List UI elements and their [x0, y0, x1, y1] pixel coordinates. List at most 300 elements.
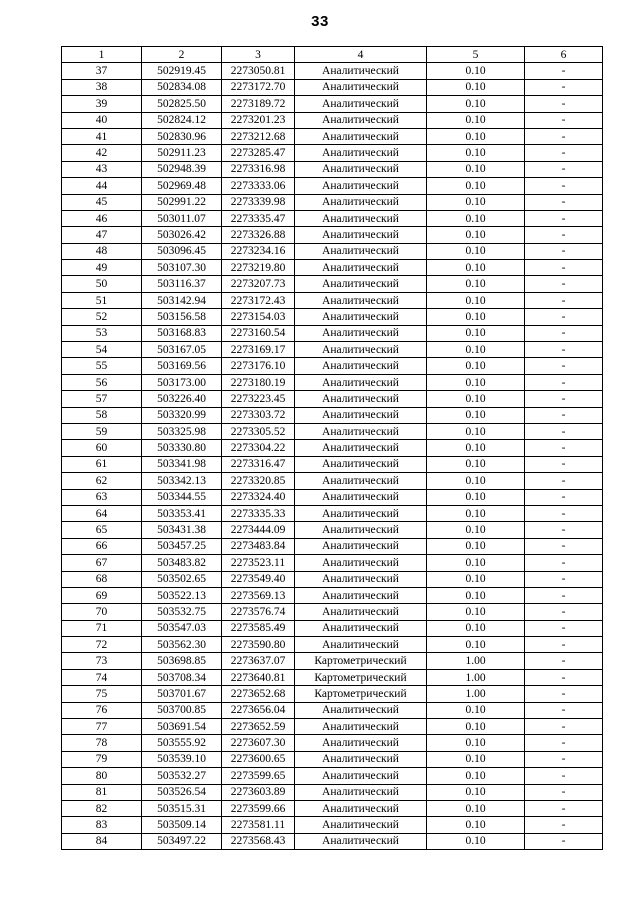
- description-cell: -: [525, 604, 603, 620]
- point-number-cell: 52: [62, 309, 142, 325]
- x-coordinate-cell: 503341.98: [142, 456, 222, 472]
- x-coordinate-cell: 503096.45: [142, 243, 222, 259]
- point-number-cell: 49: [62, 260, 142, 276]
- description-cell: -: [525, 489, 603, 505]
- x-coordinate-cell: 503532.27: [142, 768, 222, 784]
- table-row: [62, 260, 603, 276]
- table-row: [62, 817, 603, 833]
- y-coordinate-cell: 2273656.04: [222, 702, 295, 718]
- point-number-cell: 69: [62, 587, 142, 603]
- table-row: [62, 522, 603, 538]
- point-number-cell: 40: [62, 112, 142, 128]
- method-cell: Аналитический: [295, 604, 427, 620]
- x-coordinate-cell: 503701.67: [142, 686, 222, 702]
- point-number-cell: 59: [62, 423, 142, 439]
- point-number-cell: 47: [62, 227, 142, 243]
- y-coordinate-cell: 2273316.98: [222, 161, 295, 177]
- method-cell: Аналитический: [295, 440, 427, 456]
- table-row: [62, 784, 603, 800]
- accuracy-cell: 1.00: [427, 686, 525, 702]
- method-cell: Аналитический: [295, 784, 427, 800]
- method-cell: Аналитический: [295, 178, 427, 194]
- y-coordinate-cell: 2273640.81: [222, 669, 295, 685]
- point-number-cell: 78: [62, 735, 142, 751]
- point-number-cell: 62: [62, 473, 142, 489]
- y-coordinate-cell: 2273326.88: [222, 227, 295, 243]
- x-coordinate-cell: 502824.12: [142, 112, 222, 128]
- description-cell: -: [525, 751, 603, 767]
- x-coordinate-cell: 502969.48: [142, 178, 222, 194]
- table-row: [62, 194, 603, 210]
- table-row: [62, 587, 603, 603]
- x-coordinate-cell: 503173.00: [142, 374, 222, 390]
- y-coordinate-cell: 2273483.84: [222, 538, 295, 554]
- accuracy-cell: 0.10: [427, 63, 525, 79]
- table-row: [62, 145, 603, 161]
- accuracy-cell: 0.10: [427, 571, 525, 587]
- page-number: 33: [311, 13, 329, 30]
- x-coordinate-cell: 503532.75: [142, 604, 222, 620]
- accuracy-cell: 0.10: [427, 112, 525, 128]
- y-coordinate-cell: 2273172.70: [222, 79, 295, 95]
- method-cell: Аналитический: [295, 817, 427, 833]
- method-cell: Аналитический: [295, 145, 427, 161]
- description-cell: -: [525, 653, 603, 669]
- method-cell: Аналитический: [295, 391, 427, 407]
- point-number-cell: 58: [62, 407, 142, 423]
- point-number-cell: 77: [62, 719, 142, 735]
- y-coordinate-cell: 2273305.52: [222, 423, 295, 439]
- x-coordinate-cell: 503526.54: [142, 784, 222, 800]
- point-number-cell: 53: [62, 325, 142, 341]
- point-number-cell: 79: [62, 751, 142, 767]
- x-coordinate-cell: 503547.03: [142, 620, 222, 636]
- table-row: [62, 210, 603, 226]
- column-header: 6: [525, 47, 603, 63]
- table-row: [62, 686, 603, 702]
- column-header: 1: [62, 47, 142, 63]
- x-coordinate-cell: 502948.39: [142, 161, 222, 177]
- accuracy-cell: 0.10: [427, 456, 525, 472]
- accuracy-cell: 0.10: [427, 637, 525, 653]
- description-cell: -: [525, 637, 603, 653]
- point-number-cell: 64: [62, 505, 142, 521]
- y-coordinate-cell: 2273304.22: [222, 440, 295, 456]
- accuracy-cell: 0.10: [427, 784, 525, 800]
- y-coordinate-cell: 2273568.43: [222, 833, 295, 849]
- description-cell: -: [525, 178, 603, 194]
- method-cell: Аналитический: [295, 489, 427, 505]
- point-number-cell: 48: [62, 243, 142, 259]
- x-coordinate-cell: 503226.40: [142, 391, 222, 407]
- method-cell: Аналитический: [295, 210, 427, 226]
- y-coordinate-cell: 2273581.11: [222, 817, 295, 833]
- table-body: [62, 63, 603, 850]
- accuracy-cell: 0.10: [427, 555, 525, 571]
- method-cell: Аналитический: [295, 243, 427, 259]
- table-row: [62, 391, 603, 407]
- x-coordinate-cell: 503431.38: [142, 522, 222, 538]
- accuracy-cell: 0.10: [427, 735, 525, 751]
- method-cell: Аналитический: [295, 719, 427, 735]
- point-number-cell: 56: [62, 374, 142, 390]
- description-cell: -: [525, 800, 603, 816]
- table-row: [62, 800, 603, 816]
- table-row: [62, 440, 603, 456]
- accuracy-cell: 0.10: [427, 374, 525, 390]
- accuracy-cell: 0.10: [427, 489, 525, 505]
- table-row: [62, 555, 603, 571]
- table-row: [62, 325, 603, 341]
- point-number-cell: 57: [62, 391, 142, 407]
- y-coordinate-cell: 2273172.43: [222, 292, 295, 308]
- accuracy-cell: 0.10: [427, 96, 525, 112]
- method-cell: Аналитический: [295, 505, 427, 521]
- y-coordinate-cell: 2273523.11: [222, 555, 295, 571]
- description-cell: -: [525, 768, 603, 784]
- point-number-cell: 83: [62, 817, 142, 833]
- accuracy-cell: 0.10: [427, 800, 525, 816]
- method-cell: Аналитический: [295, 833, 427, 849]
- accuracy-cell: 0.10: [427, 145, 525, 161]
- x-coordinate-cell: 503169.56: [142, 358, 222, 374]
- description-cell: -: [525, 325, 603, 341]
- y-coordinate-cell: 2273154.03: [222, 309, 295, 325]
- method-cell: Аналитический: [295, 227, 427, 243]
- table-row: [62, 702, 603, 718]
- method-cell: Аналитический: [295, 292, 427, 308]
- point-number-cell: 73: [62, 653, 142, 669]
- x-coordinate-cell: 503522.13: [142, 587, 222, 603]
- accuracy-cell: 0.10: [427, 260, 525, 276]
- point-number-cell: 50: [62, 276, 142, 292]
- x-coordinate-cell: 503168.83: [142, 325, 222, 341]
- x-coordinate-cell: 503342.13: [142, 473, 222, 489]
- accuracy-cell: 0.10: [427, 342, 525, 358]
- method-cell: Аналитический: [295, 325, 427, 341]
- accuracy-cell: 0.10: [427, 292, 525, 308]
- method-cell: Аналитический: [295, 194, 427, 210]
- point-number-cell: 82: [62, 800, 142, 816]
- x-coordinate-cell: 503011.07: [142, 210, 222, 226]
- y-coordinate-cell: 2273316.47: [222, 456, 295, 472]
- accuracy-cell: 0.10: [427, 227, 525, 243]
- y-coordinate-cell: 2273599.66: [222, 800, 295, 816]
- x-coordinate-cell: 503142.94: [142, 292, 222, 308]
- accuracy-cell: 0.10: [427, 391, 525, 407]
- y-coordinate-cell: 2273637.07: [222, 653, 295, 669]
- accuracy-cell: 0.10: [427, 325, 525, 341]
- accuracy-cell: 0.10: [427, 358, 525, 374]
- table-row: [62, 571, 603, 587]
- method-cell: Аналитический: [295, 374, 427, 390]
- point-number-cell: 38: [62, 79, 142, 95]
- method-cell: Картометрический: [295, 669, 427, 685]
- description-cell: -: [525, 571, 603, 587]
- description-cell: -: [525, 243, 603, 259]
- description-cell: -: [525, 161, 603, 177]
- x-coordinate-cell: 503026.42: [142, 227, 222, 243]
- accuracy-cell: 0.10: [427, 719, 525, 735]
- table-row: [62, 538, 603, 554]
- table-row: [62, 768, 603, 784]
- table-row: [62, 161, 603, 177]
- x-coordinate-cell: 503708.34: [142, 669, 222, 685]
- y-coordinate-cell: 2273285.47: [222, 145, 295, 161]
- description-cell: -: [525, 79, 603, 95]
- table-header-row: [62, 47, 603, 63]
- accuracy-cell: 0.10: [427, 751, 525, 767]
- accuracy-cell: 0.10: [427, 178, 525, 194]
- x-coordinate-cell: 502830.96: [142, 128, 222, 144]
- accuracy-cell: 0.10: [427, 423, 525, 439]
- y-coordinate-cell: 2273050.81: [222, 63, 295, 79]
- table-row: [62, 374, 603, 390]
- y-coordinate-cell: 2273585.49: [222, 620, 295, 636]
- x-coordinate-cell: 503509.14: [142, 817, 222, 833]
- description-cell: -: [525, 358, 603, 374]
- y-coordinate-cell: 2273160.54: [222, 325, 295, 341]
- y-coordinate-cell: 2273176.10: [222, 358, 295, 374]
- coordinates-table: [61, 46, 603, 850]
- y-coordinate-cell: 2273599.65: [222, 768, 295, 784]
- description-cell: -: [525, 276, 603, 292]
- method-cell: Аналитический: [295, 342, 427, 358]
- accuracy-cell: 1.00: [427, 653, 525, 669]
- method-cell: Аналитический: [295, 112, 427, 128]
- accuracy-cell: 0.10: [427, 210, 525, 226]
- method-cell: Аналитический: [295, 571, 427, 587]
- description-cell: -: [525, 260, 603, 276]
- table-row: [62, 735, 603, 751]
- table-row: [62, 96, 603, 112]
- x-coordinate-cell: 503353.41: [142, 505, 222, 521]
- x-coordinate-cell: 503555.92: [142, 735, 222, 751]
- x-coordinate-cell: 503515.31: [142, 800, 222, 816]
- description-cell: -: [525, 555, 603, 571]
- y-coordinate-cell: 2273335.33: [222, 505, 295, 521]
- description-cell: -: [525, 391, 603, 407]
- accuracy-cell: 0.10: [427, 768, 525, 784]
- table-row: [62, 604, 603, 620]
- accuracy-cell: 0.10: [427, 522, 525, 538]
- column-header: 5: [427, 47, 525, 63]
- accuracy-cell: 0.10: [427, 276, 525, 292]
- method-cell: Аналитический: [295, 128, 427, 144]
- y-coordinate-cell: 2273201.23: [222, 112, 295, 128]
- x-coordinate-cell: 503325.98: [142, 423, 222, 439]
- x-coordinate-cell: 502991.22: [142, 194, 222, 210]
- column-header: 4: [295, 47, 427, 63]
- accuracy-cell: 0.10: [427, 587, 525, 603]
- x-coordinate-cell: 503167.05: [142, 342, 222, 358]
- table-row: [62, 309, 603, 325]
- table-row: [62, 669, 603, 685]
- y-coordinate-cell: 2273335.47: [222, 210, 295, 226]
- point-number-cell: 74: [62, 669, 142, 685]
- x-coordinate-cell: 503107.30: [142, 260, 222, 276]
- method-cell: Аналитический: [295, 800, 427, 816]
- y-coordinate-cell: 2273324.40: [222, 489, 295, 505]
- method-cell: Аналитический: [295, 63, 427, 79]
- x-coordinate-cell: 502911.23: [142, 145, 222, 161]
- point-number-cell: 39: [62, 96, 142, 112]
- x-coordinate-cell: 503457.25: [142, 538, 222, 554]
- point-number-cell: 55: [62, 358, 142, 374]
- point-number-cell: 44: [62, 178, 142, 194]
- method-cell: Аналитический: [295, 735, 427, 751]
- point-number-cell: 71: [62, 620, 142, 636]
- accuracy-cell: 1.00: [427, 669, 525, 685]
- description-cell: -: [525, 456, 603, 472]
- description-cell: -: [525, 702, 603, 718]
- description-cell: -: [525, 669, 603, 685]
- table-row: [62, 653, 603, 669]
- description-cell: -: [525, 128, 603, 144]
- description-cell: -: [525, 522, 603, 538]
- description-cell: -: [525, 719, 603, 735]
- table-row: [62, 489, 603, 505]
- x-coordinate-cell: 503700.85: [142, 702, 222, 718]
- description-cell: -: [525, 63, 603, 79]
- method-cell: Аналитический: [295, 587, 427, 603]
- y-coordinate-cell: 2273603.89: [222, 784, 295, 800]
- x-coordinate-cell: 503562.30: [142, 637, 222, 653]
- point-number-cell: 75: [62, 686, 142, 702]
- y-coordinate-cell: 2273576.74: [222, 604, 295, 620]
- table-row: [62, 456, 603, 472]
- description-cell: -: [525, 96, 603, 112]
- description-cell: -: [525, 423, 603, 439]
- method-cell: Аналитический: [295, 702, 427, 718]
- point-number-cell: 51: [62, 292, 142, 308]
- x-coordinate-cell: 503497.22: [142, 833, 222, 849]
- point-number-cell: 54: [62, 342, 142, 358]
- y-coordinate-cell: 2273169.17: [222, 342, 295, 358]
- accuracy-cell: 0.10: [427, 620, 525, 636]
- method-cell: Аналитический: [295, 555, 427, 571]
- point-number-cell: 63: [62, 489, 142, 505]
- accuracy-cell: 0.10: [427, 161, 525, 177]
- accuracy-cell: 0.10: [427, 79, 525, 95]
- table-row: [62, 112, 603, 128]
- accuracy-cell: 0.10: [427, 440, 525, 456]
- table-row: [62, 719, 603, 735]
- y-coordinate-cell: 2273652.59: [222, 719, 295, 735]
- y-coordinate-cell: 2273180.19: [222, 374, 295, 390]
- method-cell: Аналитический: [295, 407, 427, 423]
- method-cell: Аналитический: [295, 423, 427, 439]
- point-number-cell: 65: [62, 522, 142, 538]
- x-coordinate-cell: 503502.65: [142, 571, 222, 587]
- table-row: [62, 63, 603, 79]
- column-header: 3: [222, 47, 295, 63]
- method-cell: Аналитический: [295, 358, 427, 374]
- x-coordinate-cell: 503330.80: [142, 440, 222, 456]
- method-cell: Аналитический: [295, 620, 427, 636]
- x-coordinate-cell: 503483.82: [142, 555, 222, 571]
- description-cell: -: [525, 227, 603, 243]
- accuracy-cell: 0.10: [427, 817, 525, 833]
- x-coordinate-cell: 503344.55: [142, 489, 222, 505]
- table-row: [62, 637, 603, 653]
- point-number-cell: 76: [62, 702, 142, 718]
- y-coordinate-cell: 2273652.68: [222, 686, 295, 702]
- x-coordinate-cell: 503539.10: [142, 751, 222, 767]
- description-cell: -: [525, 784, 603, 800]
- accuracy-cell: 0.10: [427, 538, 525, 554]
- accuracy-cell: 0.10: [427, 833, 525, 849]
- x-coordinate-cell: 503156.58: [142, 309, 222, 325]
- y-coordinate-cell: 2273234.16: [222, 243, 295, 259]
- accuracy-cell: 0.10: [427, 473, 525, 489]
- y-coordinate-cell: 2273189.72: [222, 96, 295, 112]
- description-cell: -: [525, 309, 603, 325]
- accuracy-cell: 0.10: [427, 505, 525, 521]
- point-number-cell: 67: [62, 555, 142, 571]
- description-cell: -: [525, 194, 603, 210]
- point-number-cell: 43: [62, 161, 142, 177]
- description-cell: -: [525, 292, 603, 308]
- method-cell: Аналитический: [295, 276, 427, 292]
- accuracy-cell: 0.10: [427, 604, 525, 620]
- y-coordinate-cell: 2273333.06: [222, 178, 295, 194]
- point-number-cell: 46: [62, 210, 142, 226]
- y-coordinate-cell: 2273600.65: [222, 751, 295, 767]
- method-cell: Аналитический: [295, 161, 427, 177]
- description-cell: -: [525, 374, 603, 390]
- accuracy-cell: 0.10: [427, 243, 525, 259]
- y-coordinate-cell: 2273549.40: [222, 571, 295, 587]
- point-number-cell: 84: [62, 833, 142, 849]
- description-cell: -: [525, 817, 603, 833]
- method-cell: Аналитический: [295, 768, 427, 784]
- description-cell: -: [525, 686, 603, 702]
- method-cell: Аналитический: [295, 751, 427, 767]
- table-row: [62, 423, 603, 439]
- y-coordinate-cell: 2273219.80: [222, 260, 295, 276]
- point-number-cell: 37: [62, 63, 142, 79]
- y-coordinate-cell: 2273339.98: [222, 194, 295, 210]
- method-cell: Аналитический: [295, 522, 427, 538]
- description-cell: -: [525, 620, 603, 636]
- table-row: [62, 751, 603, 767]
- x-coordinate-cell: 503320.99: [142, 407, 222, 423]
- description-cell: -: [525, 505, 603, 521]
- description-cell: -: [525, 407, 603, 423]
- method-cell: Аналитический: [295, 96, 427, 112]
- table-row: [62, 276, 603, 292]
- point-number-cell: 42: [62, 145, 142, 161]
- method-cell: Аналитический: [295, 637, 427, 653]
- table-row: [62, 128, 603, 144]
- y-coordinate-cell: 2273207.73: [222, 276, 295, 292]
- description-cell: -: [525, 342, 603, 358]
- x-coordinate-cell: 502919.45: [142, 63, 222, 79]
- table-row: [62, 79, 603, 95]
- description-cell: -: [525, 473, 603, 489]
- y-coordinate-cell: 2273320.85: [222, 473, 295, 489]
- description-cell: -: [525, 833, 603, 849]
- table-row: [62, 227, 603, 243]
- table-row: [62, 178, 603, 194]
- method-cell: Картометрический: [295, 686, 427, 702]
- point-number-cell: 81: [62, 784, 142, 800]
- table-row: [62, 342, 603, 358]
- point-number-cell: 41: [62, 128, 142, 144]
- point-number-cell: 70: [62, 604, 142, 620]
- description-cell: -: [525, 538, 603, 554]
